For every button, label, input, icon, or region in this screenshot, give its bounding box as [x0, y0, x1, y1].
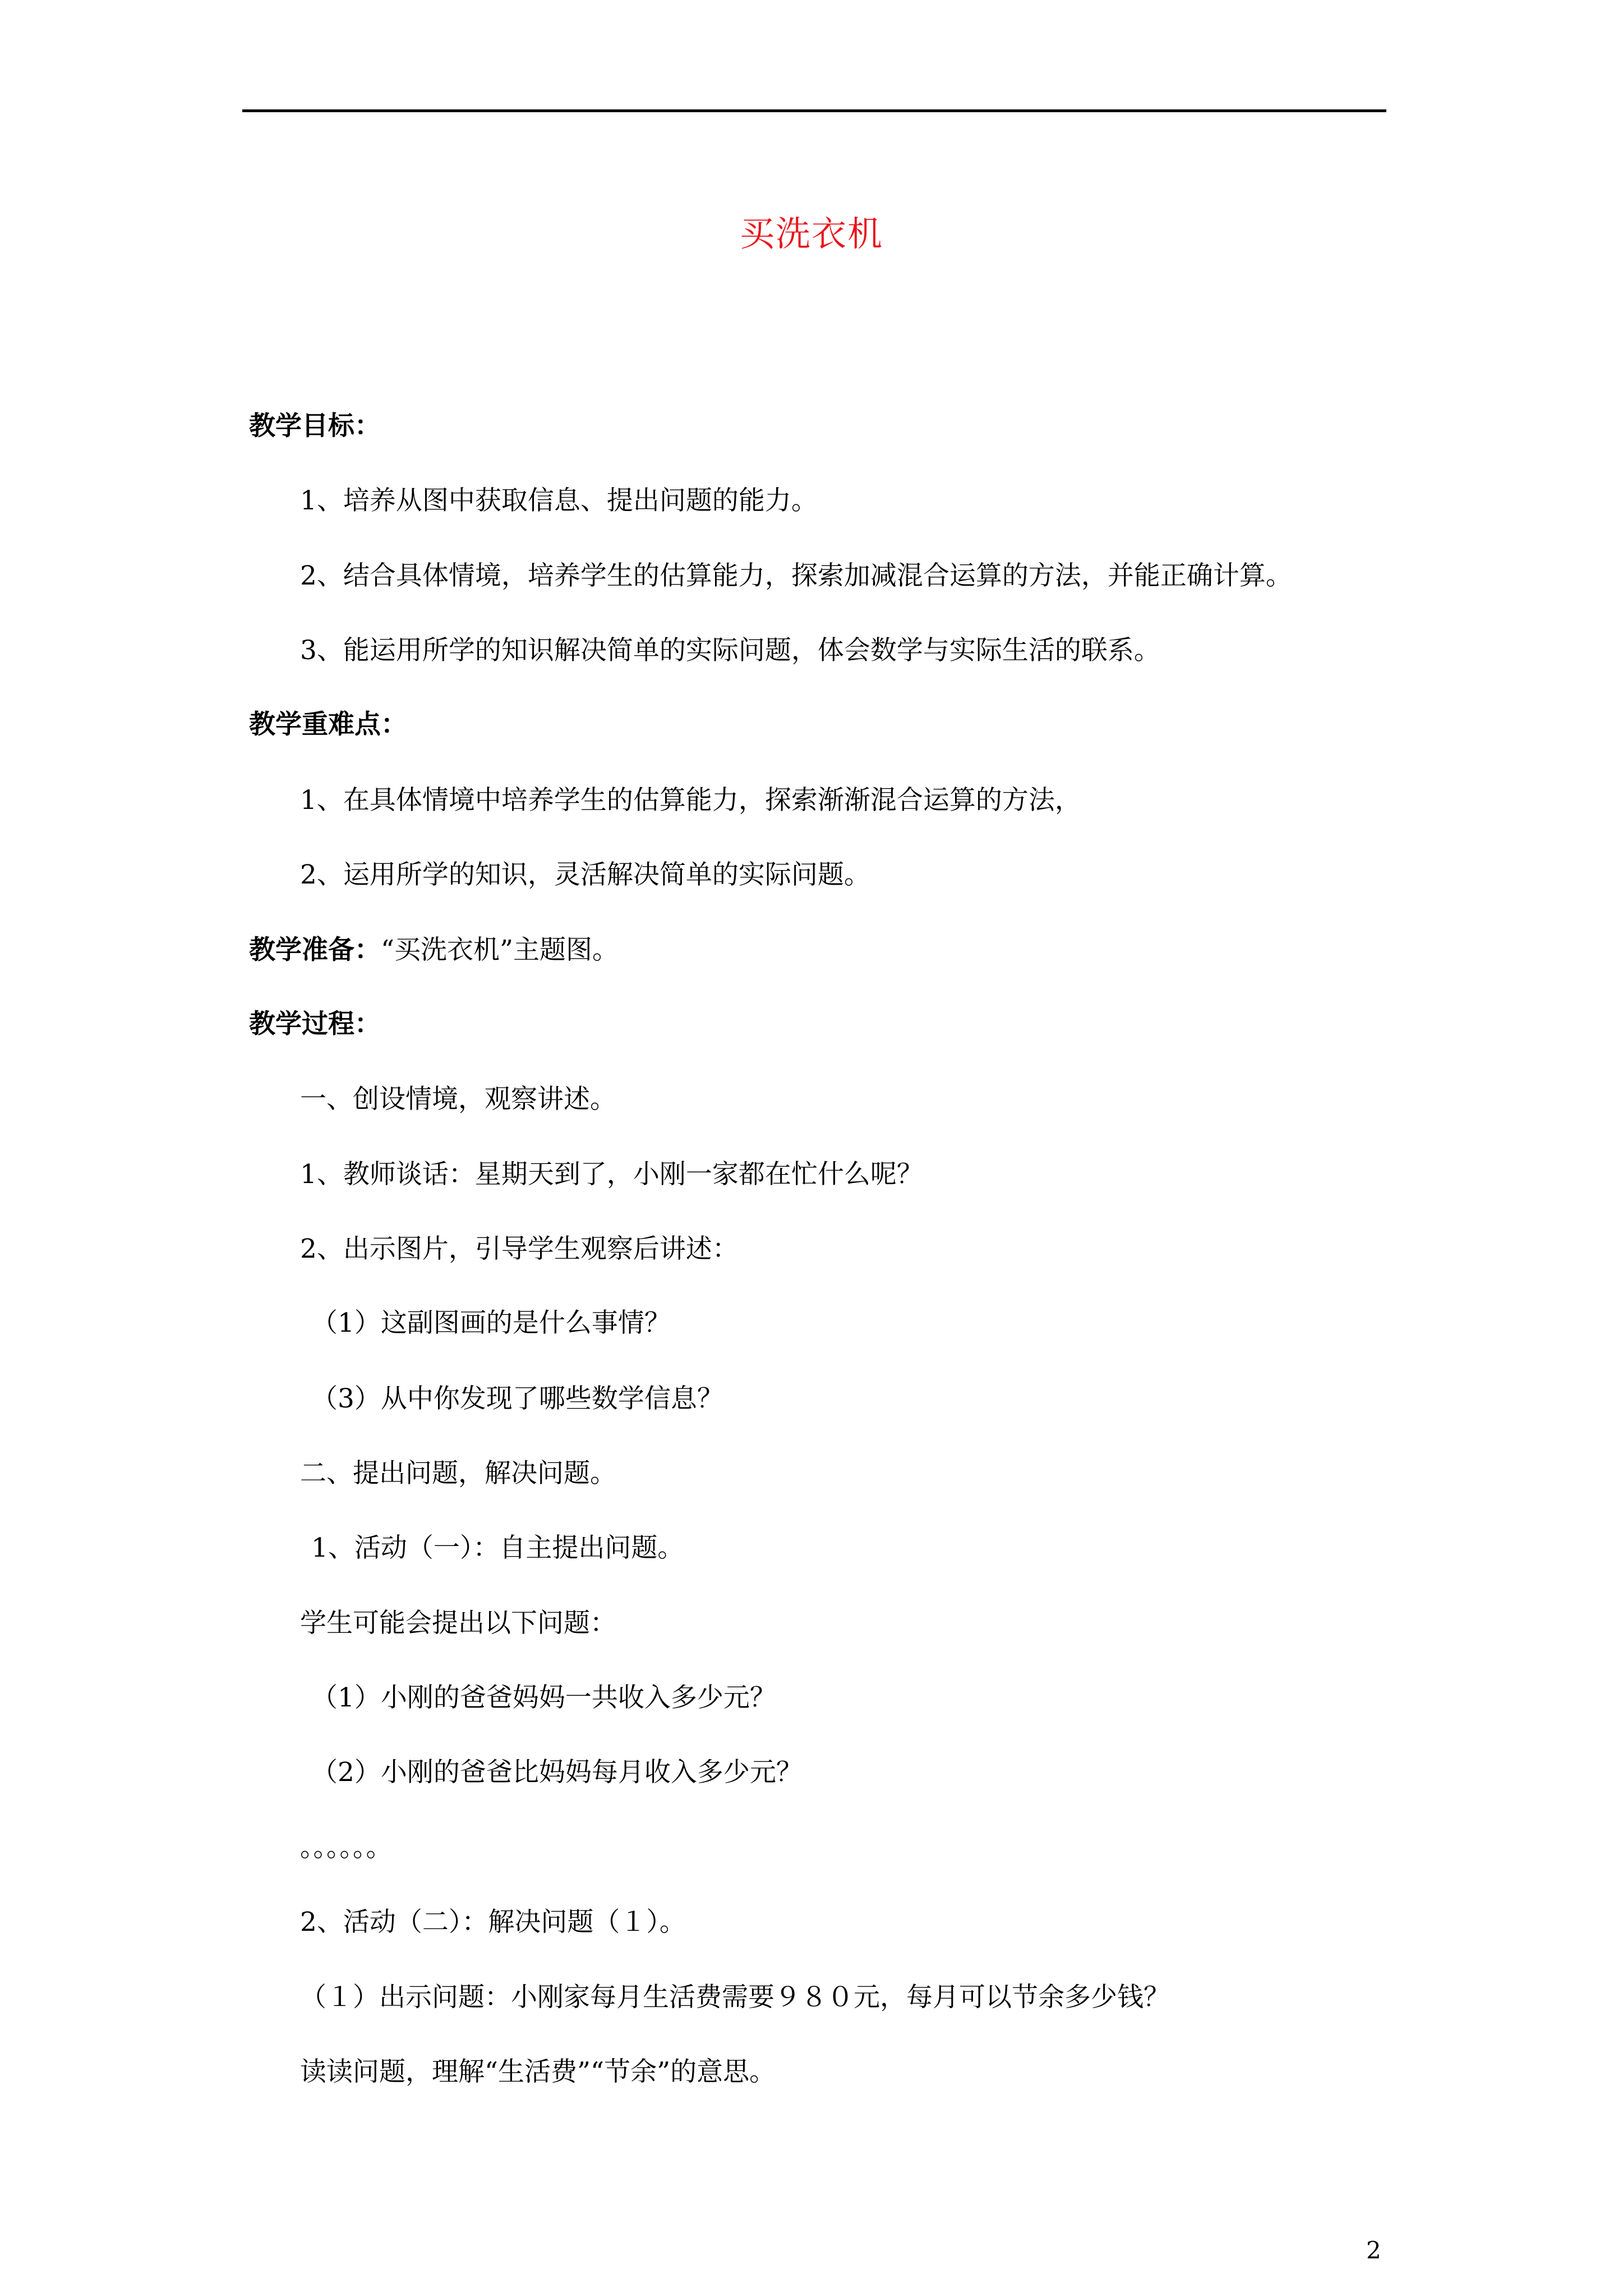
process-line: （1）小刚的爸爸妈妈一共收入多少元？	[311, 1682, 776, 1713]
document-title: 买洗衣机	[739, 213, 883, 254]
process-line: （1）这副图画的是什么事情？	[311, 1308, 671, 1338]
process-line: （１）出示问题：小刚家每月生活费需要９８０元，每月可以节余多少钱？	[300, 1982, 1170, 2013]
preparation-text: “买洗衣机”主题图。	[381, 935, 619, 965]
goal-line: 2、结合具体情境，培养学生的估算能力，探索加减混合运算的方法，并能正确计算。	[300, 560, 1292, 591]
process-line: 1、教师谈话：星期天到了，小刚一家都在忙什么呢？	[300, 1159, 923, 1190]
heading-teaching-goals: 教学目标：	[249, 411, 381, 441]
process-line: 2、出示图片，引导学生观察后讲述：	[300, 1234, 739, 1264]
process-line: 1、活动（一）：自主提出问题。	[311, 1533, 684, 1563]
heading-process: 教学过程：	[249, 1009, 381, 1039]
process-line: 2、活动（二）：解决问题（１）。	[300, 1907, 686, 1938]
key-point-line: 2、运用所学的知识，灵活解决简单的实际问题。	[300, 859, 870, 890]
heading-preparation	[249, 931, 619, 970]
page-number: 2	[1366, 2237, 1381, 2264]
process-line: （2）小刚的爸爸比妈妈每月收入多少元？	[311, 1757, 803, 1788]
ellipsis-line: 。。。。。。	[300, 1832, 393, 1863]
goal-line: 1、培养从图中获取信息、提出问题的能力。	[300, 485, 818, 516]
process-line: 读读问题，理解“生活费”“节余”的意思。	[300, 2056, 776, 2087]
heading-key-points: 教学重难点：	[249, 709, 407, 740]
header-rule	[242, 109, 1386, 112]
process-line: 一、创设情境，观察讲述。	[300, 1084, 616, 1115]
goal-line: 3、能运用所学的知识解决简单的实际问题，体会数学与实际生活的联系。	[300, 635, 1160, 666]
key-point-line: 1、在具体情境中培养学生的估算能力，探索渐渐混合运算的方法，	[300, 785, 1081, 816]
process-line: （3）从中你发现了哪些数学信息？	[311, 1383, 723, 1414]
process-line: 学生可能会提出以下问题：	[300, 1608, 616, 1639]
process-line: 二、提出问题，解决问题。	[300, 1458, 616, 1489]
preparation-label: 教学准备：	[249, 935, 381, 965]
